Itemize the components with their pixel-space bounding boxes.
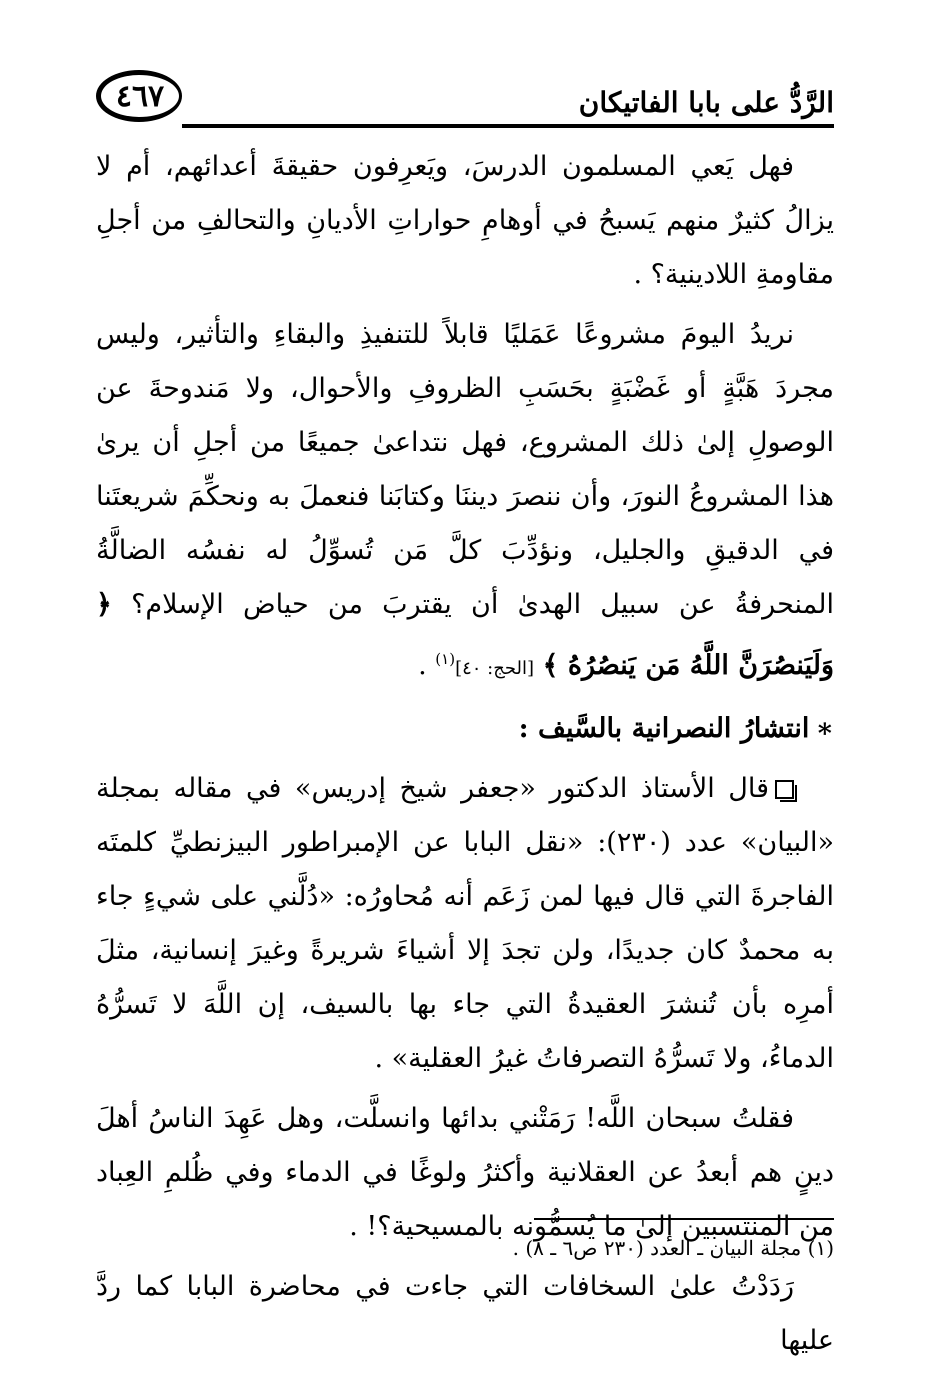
verse-reference: [الحج: ٤٠] bbox=[455, 658, 534, 679]
asterisk-icon: ∗ bbox=[815, 713, 834, 744]
quran-verse: ﴿ وَلَيَنصُرَنَّ اللَّهُ مَن يَنصُرُهُ ﴾ bbox=[96, 589, 834, 681]
paragraph-1: فهل يَعي المسلمون الدرسَ، ويَعرِفون حقيقةَ أعدائهم، أم لا يزالُ كثيرٌ منهم يَسبحُ في أوهامِ حواراتِ الأديانِ والتحالفِ من أجلِ مقاومةِ اللادينية؟ . bbox=[96, 151, 834, 290]
paragraph-2 bbox=[96, 308, 834, 696]
section-heading bbox=[96, 702, 834, 756]
paragraph-2-end: . bbox=[418, 650, 436, 681]
footnote-rule bbox=[534, 1218, 834, 1220]
section-heading-text: انتشارُ النصرانية بالسَّيف : bbox=[518, 713, 810, 744]
running-title: الرَّدُّ على بابا الفاتيكان bbox=[578, 86, 834, 119]
body-text bbox=[96, 140, 834, 1374]
footnote: (١) مجلة البيان ـ العدد (٢٣٠ ص٦ ـ ٨) . bbox=[512, 1236, 834, 1260]
paragraph-5: رَدَدْتُ علىٰ السخافات التي جاءت في محاضرة البابا كما ردَّ عليها bbox=[96, 1271, 834, 1356]
footnote-marker: (١) bbox=[435, 650, 456, 668]
box-bullet-icon bbox=[775, 780, 794, 799]
page-number: ٤٦٧ bbox=[96, 70, 182, 122]
paragraph-2-text: نريدُ اليومَ مشروعًا عَمَليًا قابلاً للتنفيذِ والبقاءِ والتأثير، وليس مجردَ هَبَّةٍ أو غَضْبَةٍ بحَسَبِ الظروفِ والأحوال، ولا مَندوحةَ عن الوصولِ إلىٰ ذلك المشروع، فهل نتداعىٰ جميعًا من أجلِ أن يرىٰ هذا المشروعُ النورَ، وأن ننصرَ ديننَا وكتابَنا فنعملَ به ونحكِّمَ شريعتَنا في الدقيقِ والجليل، ونؤدِّبَ كلَّ مَن تُسوِّلُ له نفسُه الضالَّةُ المنحرفةُ عن سبيل الهدىٰ أن يقتربَ من حياض الإسلام؟ bbox=[96, 319, 834, 620]
paragraph-3-text: قال الأستاذ الدكتور «جعفر شيخ إدريس» في مقاله بمجلة «البيان» عدد (٢٣٠): «نقل البابا عن الإمبراطور البيزنطيِّ كلمتَه الفاجرةَ التي قال فيها لمن زَعَم أنه مُحاورُه: «دُلَّني على شيءٍ جاء به محمدٌ كان جديدًا، ولن تجدَ إلا أشياءَ شريرةً وغيرَ إنسانية، مثلَ أمرِه بأن تُنشرَ العقيدةُ التي جاء بها بالسيف، إن اللَّهَ لا تَسرُّهُ الدماءُ، ولا تَسرُّهُ التصرفاتُ غيرُ العقلية» . bbox=[96, 773, 834, 1074]
header-rule bbox=[182, 124, 834, 128]
paragraph-4: فقلتُ سبحان اللَّه! رَمَتْني بدائها وانسلَّت، وهل عَهِدَ الناسُ أهلَ دينٍ هم أبعدُ عن العقلانية وأكثرُ ولوغًا في الدماء وفي ظُلمِ العِباد من المنتسبين إلىٰ ما يُسمُّونه بالمسيحية؟! . bbox=[96, 1103, 834, 1242]
paragraph-3 bbox=[96, 762, 834, 1086]
page-header bbox=[96, 66, 834, 128]
